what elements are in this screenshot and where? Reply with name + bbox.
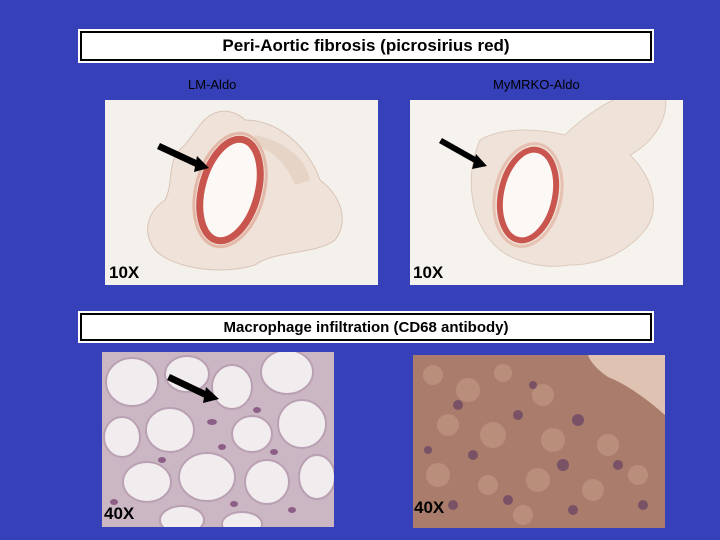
mymrko-aldo-fibrosis-image (410, 100, 683, 285)
column-label-mymrko-aldo: MyMRKO-Aldo (493, 77, 580, 92)
magnification-label-bottom-right: 40X (414, 498, 445, 517)
fibrosis-section-title (80, 31, 652, 61)
macrophage-section-title-text: Macrophage infiltration (CD68 antibody) (223, 318, 509, 336)
lm-aldo-fibrosis-image (105, 100, 378, 285)
magnification-label-top-left: 10X (109, 263, 140, 282)
mymrko-aldo-cd68-image (413, 355, 665, 528)
magnification-label-top-right: 10X (413, 263, 444, 282)
fibrosis-section-title-text: Peri-Aortic fibrosis (picrosirius red) (222, 36, 510, 55)
magnification-label-bottom-left: 40X (104, 504, 135, 523)
column-label-lm-aldo: LM-Aldo (188, 77, 237, 92)
macrophage-section-title (80, 313, 652, 341)
lm-aldo-cd68-image (102, 352, 334, 527)
